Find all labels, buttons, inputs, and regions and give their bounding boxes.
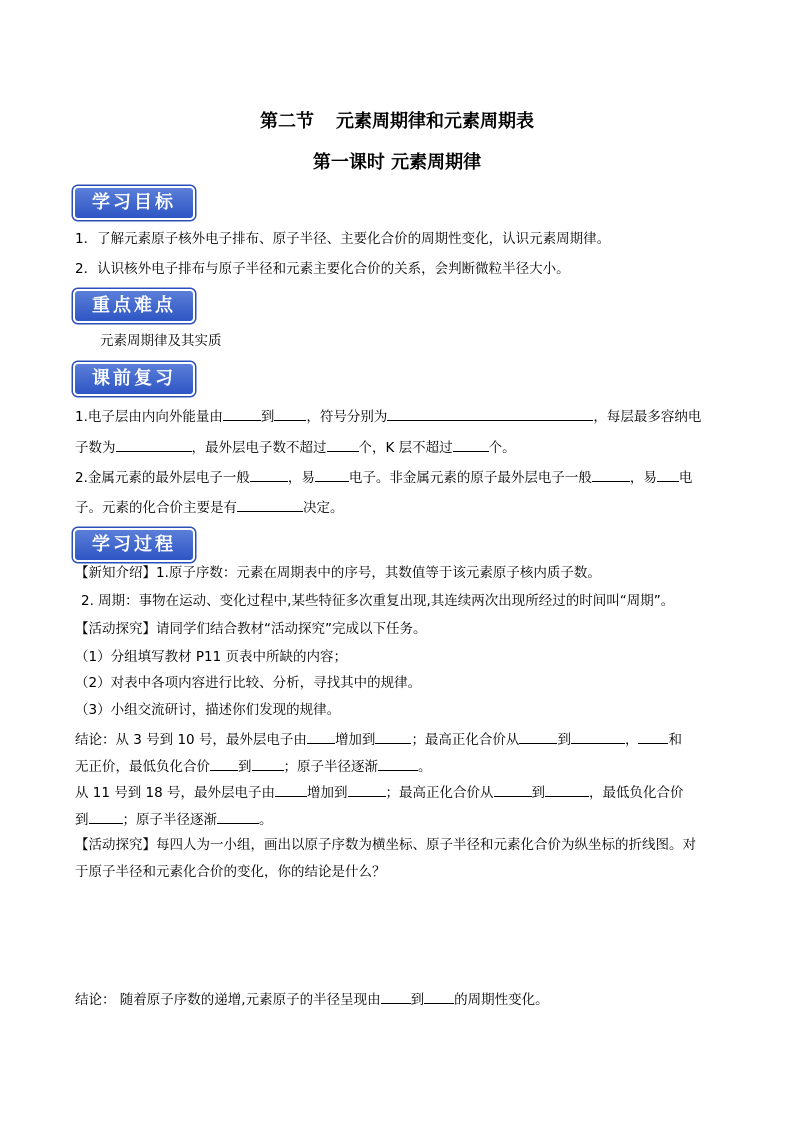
badge-key-points: 重点难点: [73, 289, 195, 323]
conclusion-line-2: 无正价，最低负化合价 到 ；原子半径逐渐 。: [75, 755, 432, 777]
conclusion-line-3: 从 11 号到 18 号，最外层电子由 增加到 ；最高正化合价从 到 ，最低负化合价: [75, 781, 684, 803]
review-line-4: 子。元素的化合价主要是有 决定。: [75, 496, 344, 518]
review-line-2: 子数为 ，最外层电子数不超过 个，K 层不超过 个。: [75, 436, 516, 458]
task-2: （2）对表中各项内容进行比较、分析，寻找其中的规律。: [75, 675, 422, 691]
task-1: （1）分组填写教材 P11 页表中所缺的内容；: [75, 649, 347, 665]
conclusion-line-1: 结论：从 3 号到 10 号，最外层电子由 增加到 ；最高正化合价从 到 ， 和: [75, 728, 682, 750]
goal-item-2: 2．认识核外电子排布与原子半径和元素主要化合价的关系，会判断微粒半径大小。: [75, 261, 570, 277]
new-knowledge-2: 2. 周期：事物在运动、变化过程中,某些特征多次重复出现,其连续两次出现所经过的时间叫“周期”。: [81, 593, 675, 609]
badge-learning-goals: 学习目标: [73, 186, 195, 220]
section-number: 第二节: [260, 111, 314, 132]
new-knowledge-1: 【新知介绍】1.原子序数：元素在周期表中的序号，其数值等于该元素原子核内质子数。: [75, 565, 601, 581]
section-title: [0, 107, 794, 133]
review-line-3: 2.金属元素的最外层电子一般 ，易 电子。非金属元素的原子最外层电子一般 ，易 电: [75, 466, 692, 488]
review-line-1: 1.电子层由内向外能量由 到 ，符号分别为 ，每层最多容纳电: [75, 405, 701, 427]
conclusion-line-4: 到 ；原子半径逐渐 。: [75, 808, 273, 830]
activity-intro: 【活动探究】请同学们结合教材“活动探究”完成以下任务。: [75, 621, 427, 637]
goal-item-1: 1．了解元素原子核外电子排布、原子半径、主要化合价的周期性变化，认识元素周期律。: [75, 231, 611, 247]
section-name: 元素周期律和元素周期表: [336, 111, 534, 132]
task-3: （3）小组交流研讨，描述你们发现的规律。: [75, 702, 341, 718]
final-conclusion: 结论： 随着原子序数的递增,元素原子的半径呈现由 到 的周期性变化。: [75, 988, 549, 1010]
badge-pre-class-review: 课前复习: [73, 362, 195, 396]
activity-line-2: 于原子半径和元素化合价的变化，你的结论是什么？: [75, 864, 386, 880]
badge-learning-process: 学习过程: [73, 528, 195, 562]
lesson-title: 第一课时 元素周期律: [312, 152, 482, 173]
key-points-text: 元素周期律及其实质: [100, 333, 222, 349]
activity-line-1: 【活动探究】每四人为一小组，画出以原子序数为横坐标、原子半径和元素化合价为纵坐标的折线图。对: [75, 837, 696, 853]
